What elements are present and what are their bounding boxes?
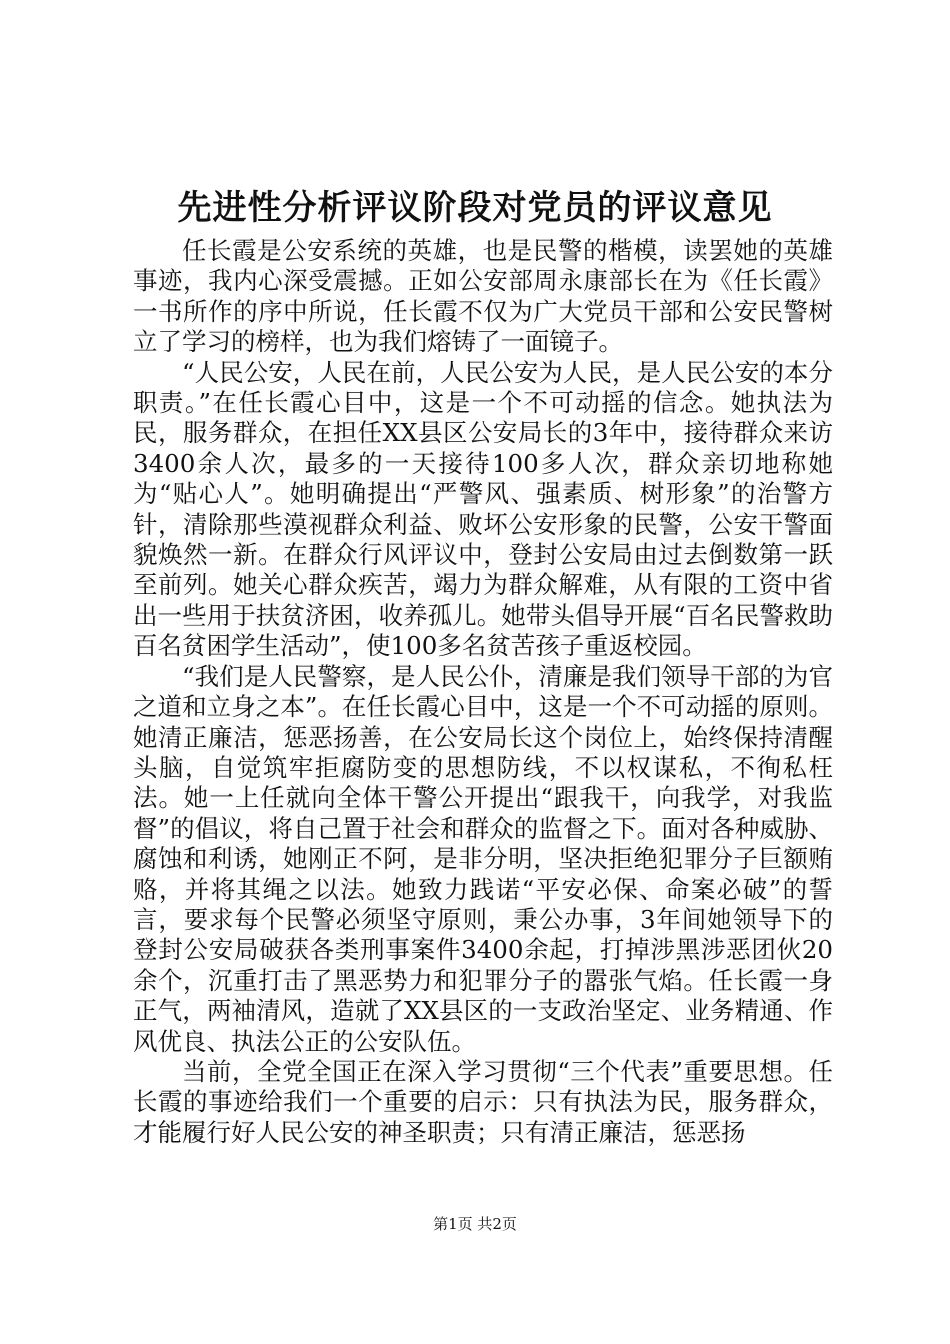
page-number-footer: 第1页 共2页 (433, 1215, 517, 1233)
document-title: 先进性分析评议阶段对党员的评议意见 (177, 188, 773, 228)
paragraph-4: 当前，全党全国正在深入学习贯彻“三个代表”重要思想。任长霞的事迹给我们一个重要的启示：只有执法为民，服务群众，才能履行好人民公安的神圣职责；只有清正廉洁，惩恶扬 (133, 1056, 833, 1147)
paragraph-2: “人民公安，人民在前，人民公安为人民，是人民公安的本分职责。”在任长霞心目中，这是一个不可动摇的信念。她执法为民，服务群众，在担任XX县区公安局长的3年中，接待群众来访3400余人次，最多的一天接待100多人次，群众亲切地称她为“贴心人”。她明确提出“严警风、强素质、树形象”的治警方针，清除那些漠视群众利益、败坏公安形象的民警，公安干警面貌焕然一新。在群众行风评议中，登封公安局由过去倒数第一跃至前列。她关心群众疾苦，竭力为群众解难，从有限的工资中省出一些用于扶贫济困，收养孤儿。她带头倡导开展“百名民警救助百名贫困学生活动”，使100多名贫苦孩子重返校园。 (133, 357, 833, 661)
document-body (133, 236, 833, 1148)
paragraph-3: “我们是人民警察，是人民公仆，清廉是我们领导干部的为官之道和立身之本”。在任长霞心目中，这是一个不可动摇的原则。她清正廉洁，惩恶扬善，在公安局长这个岗位上，始终保持清醒头脑，自觉筑牢拒腐防变的思想防线，不以权谋私，不徇私枉法。她一上任就向全体干警公开提出“跟我干，向我学，对我监督”的倡议，将自己置于社会和群众的监督之下。面对各种威胁、腐蚀和利诱，她刚正不阿，是非分明，坚决拒绝犯罪分子巨额贿赂，并将其绳之以法。她致力践诺“平安必保、命案必破”的誓言，要求每个民警必须坚守原则，秉公办事，3年间她领导下的登封公安局破获各类刑事案件3400余起，打掉涉黑涉恶团伙20余个，沉重打击了黑恶势力和犯罪分子的嚣张气焰。任长霞一身正气，两袖清风，造就了XX县区的一支政治坚定、业务精通、作风优良、执法公正的公安队伍。 (133, 661, 833, 1056)
paragraph-1: 任长霞是公安系统的英雄，也是民警的楷模，读罢她的英雄事迹，我内心深受震撼。正如公安部周永康部长在为《任长霞》一书所作的序中所说，任长霞不仅为广大党员干部和公安民警树立了学习的榜样，也为我们熔铸了一面镜子。 (133, 236, 833, 357)
